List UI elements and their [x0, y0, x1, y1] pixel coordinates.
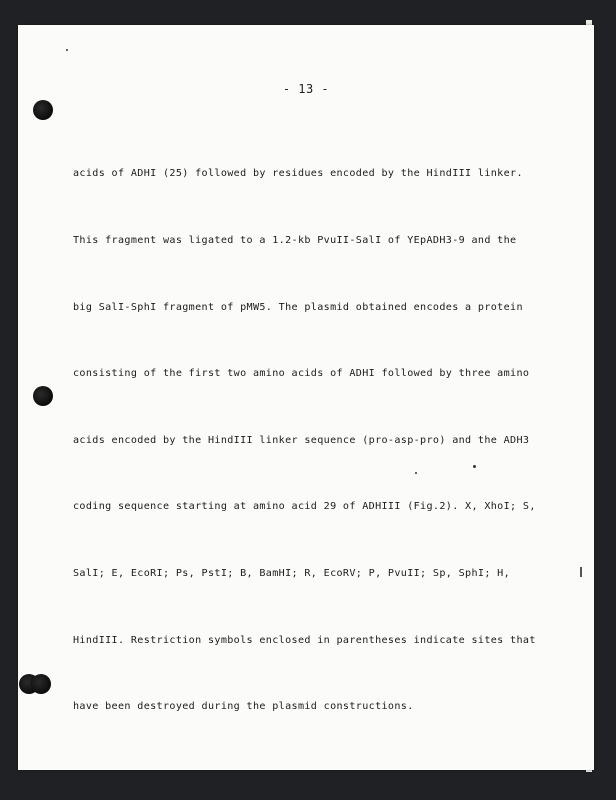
text-line: have been destroyed during the plasmid constructions. — [73, 701, 414, 713]
page-number: - 13 - — [282, 82, 330, 96]
punch-hole-icon — [33, 100, 53, 120]
punch-hole-icon — [33, 386, 53, 406]
text-line: HindIII. Restriction symbols enclosed in parentheses indicate sites that — [73, 634, 536, 646]
text-line: coding sequence starting at amino acid 29 of ADHIII (Fig.2). X, XhoI; S, — [73, 501, 536, 513]
scan-speck — [473, 465, 476, 468]
body-paragraph — [73, 119, 583, 763]
text-line: consisting of the first two amino acids of ADHI followed by three amino — [73, 368, 530, 380]
text-line: big SalI-SphI fragment of pMW5. The plasmid obtained encodes a protein — [73, 301, 523, 313]
document-page — [18, 25, 594, 770]
scan-speck — [66, 49, 68, 51]
text-line: acids encoded by the HindIII linker sequence (pro-asp-pro) and the ADH3 — [73, 434, 530, 446]
text-line: SalI; E, EcoRI; Ps, PstI; B, BamHI; R, EcoRV; P, PvuII; Sp, SphI; H, — [73, 568, 511, 580]
text-line: This fragment was ligated to a 1.2-kb PvuII-SalI of YEpADH3-9 and the — [73, 235, 517, 247]
punch-hole-icon — [31, 674, 51, 694]
scan-mark — [580, 567, 582, 577]
scan-speck — [415, 472, 417, 474]
text-line: acids of ADHI (25) followed by residues encoded by the HindIII linker. — [73, 168, 523, 180]
